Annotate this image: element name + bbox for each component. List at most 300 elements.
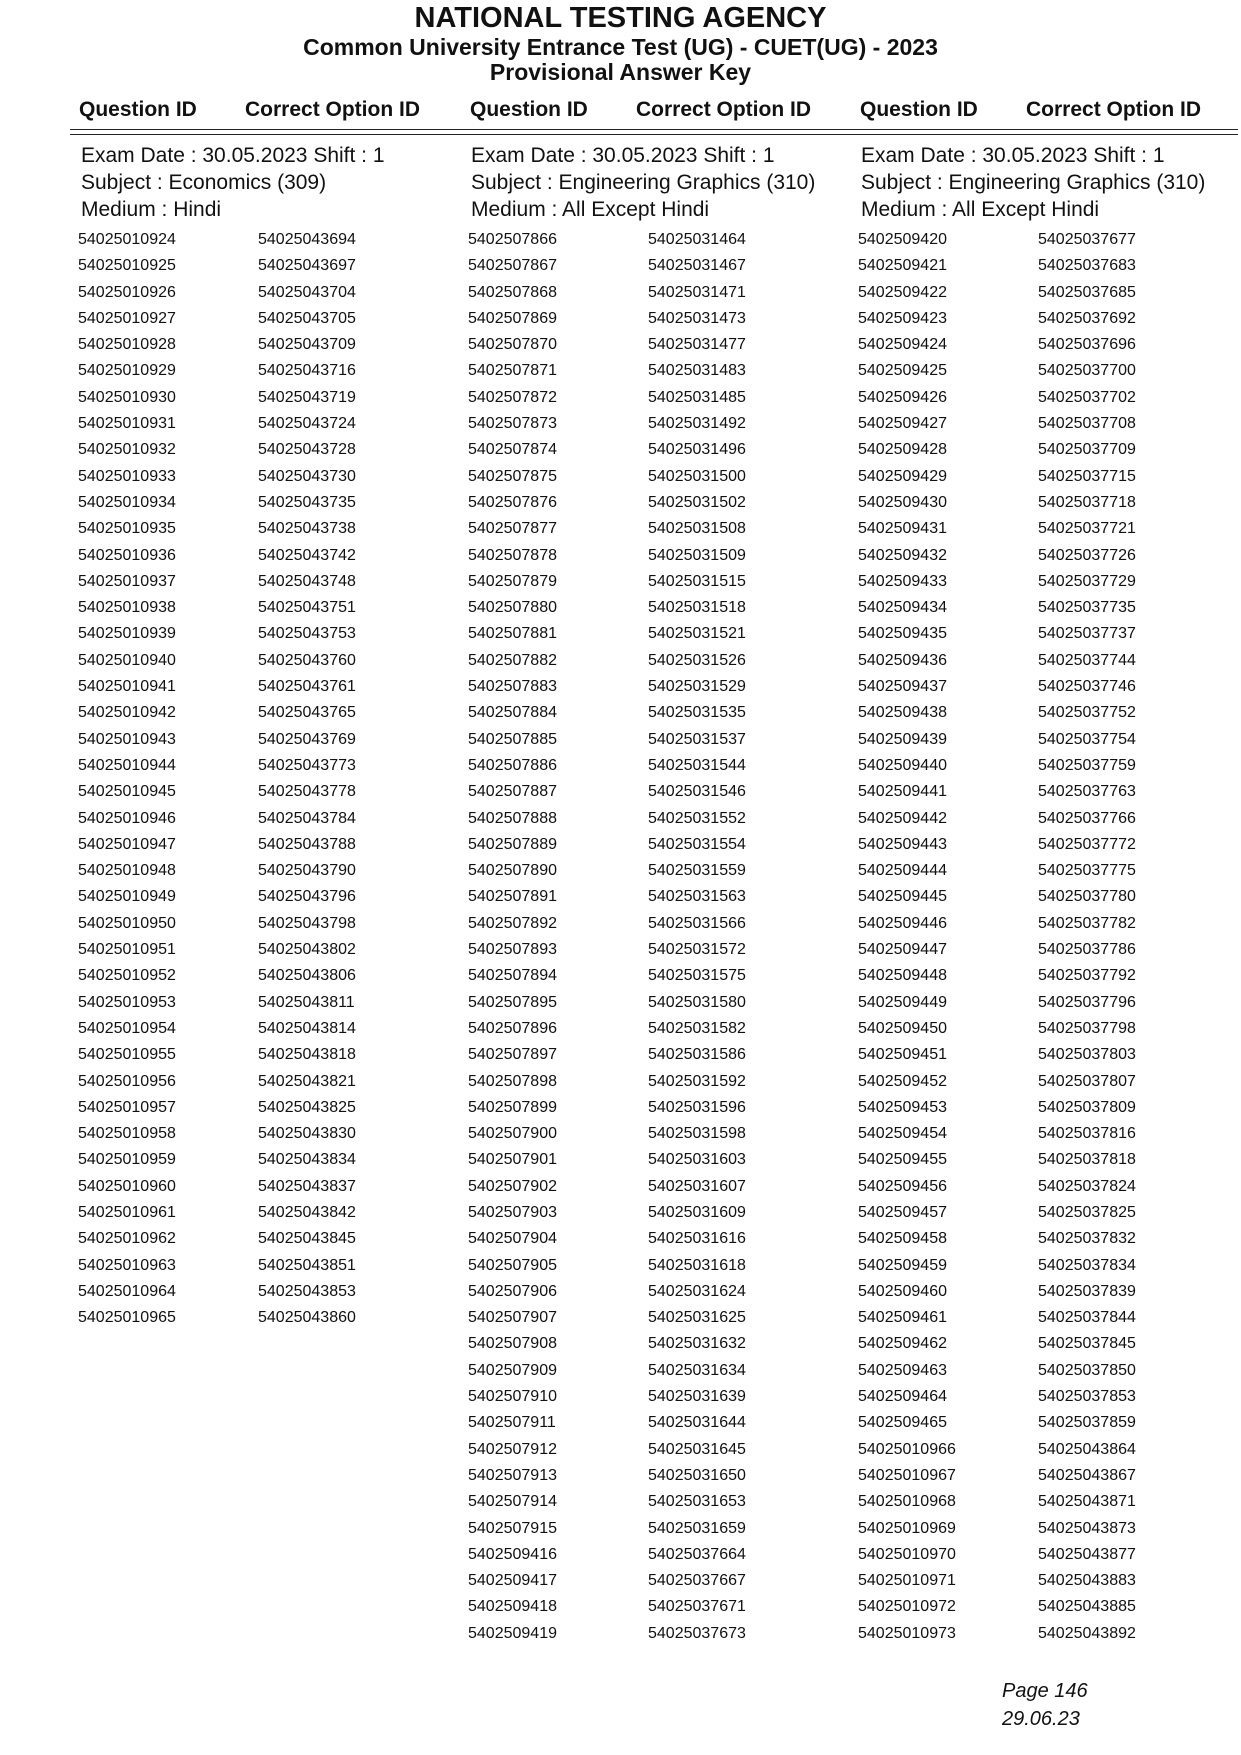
table-row <box>858 884 1238 910</box>
table-row <box>468 358 848 384</box>
correct-option-id: 54025043753 <box>258 625 356 643</box>
question-id: 54025010968 <box>858 1493 956 1511</box>
correct-option-id: 54025031546 <box>648 783 746 801</box>
question-id: 5402509459 <box>858 1256 947 1274</box>
question-id: 5402509448 <box>858 967 947 985</box>
correct-option-id: 54025031483 <box>648 362 746 380</box>
correct-option-id: 54025037715 <box>1038 467 1136 485</box>
correct-option-id: 54025043769 <box>258 730 356 748</box>
question-id: 5402507903 <box>468 1203 557 1221</box>
question-id: 5402507890 <box>468 862 557 880</box>
medium: Medium : Hindi <box>81 198 222 221</box>
table-row <box>78 911 458 937</box>
correct-option-id: 54025037754 <box>1038 730 1136 748</box>
question-id: 5402509445 <box>858 888 947 906</box>
correct-option-id: 54025037792 <box>1038 967 1136 985</box>
question-id: 5402509453 <box>858 1098 947 1116</box>
answer-rows <box>858 227 1238 1647</box>
question-id: 5402507867 <box>468 257 557 275</box>
correct-option-id: 54025031471 <box>648 283 746 301</box>
table-row <box>78 1253 458 1279</box>
question-id: 5402507866 <box>468 231 557 248</box>
correct-option-id: 54025037718 <box>1038 493 1136 511</box>
question-id: 5402509457 <box>858 1203 947 1221</box>
question-id: 5402507882 <box>468 651 557 669</box>
correct-option-id: 54025043697 <box>258 257 356 275</box>
table-row <box>858 963 1238 989</box>
correct-option-id: 54025037816 <box>1038 1125 1136 1143</box>
question-id: 5402509451 <box>858 1046 947 1064</box>
table-row <box>78 516 458 542</box>
correct-option-id: 54025031607 <box>648 1177 746 1195</box>
question-id: 5402507878 <box>468 546 557 564</box>
question-id: 5402507872 <box>468 388 557 406</box>
correct-option-id: 54025031508 <box>648 520 746 538</box>
correct-option-id: 54025031544 <box>648 756 746 774</box>
correct-option-id: 54025037671 <box>648 1598 746 1616</box>
correct-option-id: 54025043760 <box>258 651 356 669</box>
question-id: 5402507884 <box>468 704 557 722</box>
table-row <box>858 1489 1238 1515</box>
question-id: 5402509455 <box>858 1151 947 1169</box>
question-id: 5402509427 <box>858 415 947 433</box>
correct-option-id: 54025031535 <box>648 704 746 722</box>
table-row <box>78 1305 458 1331</box>
correct-option-id: 54025037759 <box>1038 756 1136 774</box>
table-row <box>468 1069 848 1095</box>
document-title: Provisional Answer Key <box>489 59 752 85</box>
exam-date-shift: Exam Date : 30.05.2023 Shift : 1 <box>861 144 1165 167</box>
correct-option-id: 54025037737 <box>1038 625 1136 643</box>
table-row <box>468 1016 848 1042</box>
question-id: 5402509440 <box>858 756 947 774</box>
question-id: 54025010952 <box>78 967 176 985</box>
correct-option-id: 54025043742 <box>258 546 356 564</box>
table-row <box>468 1174 848 1200</box>
table-row <box>858 543 1238 569</box>
question-id: 5402507904 <box>468 1230 557 1248</box>
table-row <box>468 1226 848 1252</box>
table-row <box>468 490 848 516</box>
table-row <box>78 332 458 358</box>
question-id: 54025010939 <box>78 625 176 643</box>
correct-option-id: 54025037853 <box>1038 1388 1136 1406</box>
correct-option-id: 54025037726 <box>1038 546 1136 564</box>
question-id: 54025010948 <box>78 862 176 880</box>
answer-section-3 <box>858 142 1238 1662</box>
question-id: 5402507880 <box>468 599 557 617</box>
correct-option-id: 54025031650 <box>648 1466 746 1484</box>
correct-option-id: 54025043842 <box>258 1203 356 1221</box>
table-row <box>468 779 848 805</box>
question-id: 5402507879 <box>468 572 557 590</box>
correct-option-id: 54025037845 <box>1038 1335 1136 1353</box>
correct-option-id: 54025031609 <box>648 1203 746 1221</box>
correct-option-id: 54025031552 <box>648 809 746 827</box>
correct-option-id: 54025043730 <box>258 467 356 485</box>
question-id: 5402507906 <box>468 1282 557 1300</box>
table-row <box>468 227 848 253</box>
table-row <box>468 1305 848 1331</box>
question-id: 5402507899 <box>468 1098 557 1116</box>
correct-option-id: 54025031596 <box>648 1098 746 1116</box>
table-row <box>468 1200 848 1226</box>
table-row <box>858 595 1238 621</box>
table-row <box>468 543 848 569</box>
correct-option-id: 54025031473 <box>648 309 746 327</box>
question-id: 54025010973 <box>858 1624 956 1642</box>
question-id: 5402507897 <box>468 1046 557 1064</box>
correct-option-id: 54025037709 <box>1038 441 1136 459</box>
question-id: 5402507907 <box>468 1309 557 1327</box>
question-id: 5402509423 <box>858 309 947 327</box>
correct-option-id: 54025043885 <box>1038 1598 1136 1616</box>
table-row <box>78 490 458 516</box>
table-row <box>468 621 848 647</box>
question-id: 54025010935 <box>78 520 176 538</box>
table-row <box>858 1121 1238 1147</box>
correct-option-id: 54025031518 <box>648 599 746 617</box>
question-id: 5402509441 <box>858 783 947 801</box>
table-row <box>858 516 1238 542</box>
table-row <box>858 332 1238 358</box>
subject: Subject : Engineering Graphics (310) <box>471 171 816 194</box>
correct-option-id: 54025031586 <box>648 1046 746 1064</box>
question-id: 5402509420 <box>858 231 947 248</box>
table-row <box>78 1174 458 1200</box>
correct-option-id: 54025031500 <box>648 467 746 485</box>
correct-option-id: 54025031566 <box>648 914 746 932</box>
question-id: 54025010928 <box>78 336 176 354</box>
table-row <box>78 963 458 989</box>
correct-option-id: 54025043821 <box>258 1072 356 1090</box>
question-id: 54025010946 <box>78 809 176 827</box>
correct-option-id: 54025043704 <box>258 283 356 301</box>
question-id: 54025010945 <box>78 783 176 801</box>
table-row <box>468 911 848 937</box>
correct-option-id: 54025043705 <box>258 309 356 327</box>
question-id: 5402507911 <box>468 1414 556 1432</box>
correct-option-id: 54025031467 <box>648 257 746 275</box>
question-id: 5402509437 <box>858 678 947 696</box>
correct-option-id: 54025037696 <box>1038 336 1136 354</box>
correct-option-id: 54025037850 <box>1038 1361 1136 1379</box>
question-id: 5402507892 <box>468 914 557 932</box>
question-id: 5402507915 <box>468 1519 557 1537</box>
correct-option-id: 54025031526 <box>648 651 746 669</box>
column-header-question-id-1: Question ID <box>79 98 197 121</box>
correct-option-id: 54025031464 <box>648 231 746 248</box>
correct-option-id: 54025037746 <box>1038 678 1136 696</box>
table-row <box>858 1358 1238 1384</box>
question-id: 5402509426 <box>858 388 947 406</box>
question-id: 5402507898 <box>468 1072 557 1090</box>
answer-section-1 <box>78 142 458 1662</box>
question-id: 5402509452 <box>858 1072 947 1090</box>
correct-option-id: 54025037744 <box>1038 651 1136 669</box>
question-id: 54025010970 <box>858 1545 956 1563</box>
question-id: 5402509446 <box>858 914 947 932</box>
table-row <box>858 1095 1238 1121</box>
column-header-question-id-2: Question ID <box>470 98 588 121</box>
question-id: 5402509449 <box>858 993 947 1011</box>
table-row <box>468 727 848 753</box>
question-id: 5402509430 <box>858 493 947 511</box>
question-id: 54025010940 <box>78 651 176 669</box>
correct-option-id: 54025037667 <box>648 1572 746 1590</box>
question-id: 5402507912 <box>468 1440 557 1458</box>
question-id: 5402509432 <box>858 546 947 564</box>
correct-option-id: 54025031644 <box>648 1414 746 1432</box>
correct-option-id: 54025037824 <box>1038 1177 1136 1195</box>
question-id: 54025010931 <box>78 415 176 433</box>
header-rule-bottom <box>70 134 1238 135</box>
correct-option-id: 54025037818 <box>1038 1151 1136 1169</box>
page-number: Page 146 <box>1002 1680 1088 1702</box>
table-row <box>78 1279 458 1305</box>
question-id: 5402509458 <box>858 1230 947 1248</box>
question-id: 54025010949 <box>78 888 176 906</box>
table-row <box>468 1042 848 1068</box>
table-row <box>858 806 1238 832</box>
question-id: 5402507871 <box>468 362 557 380</box>
table-row <box>468 858 848 884</box>
question-id: 54025010964 <box>78 1282 176 1300</box>
correct-option-id: 54025043790 <box>258 862 356 880</box>
question-id: 5402507873 <box>468 415 557 433</box>
correct-option-id: 54025037807 <box>1038 1072 1136 1090</box>
question-id: 5402509438 <box>858 704 947 722</box>
table-row <box>858 937 1238 963</box>
question-id: 5402509439 <box>858 730 947 748</box>
question-id: 5402507905 <box>468 1256 557 1274</box>
table-row <box>858 990 1238 1016</box>
table-row <box>468 253 848 279</box>
question-id: 5402509434 <box>858 599 947 617</box>
correct-option-id: 54025043751 <box>258 599 356 617</box>
exam-title: Common University Entrance Test (UG) - CUET(UG) - 2023 <box>303 34 938 60</box>
correct-option-id: 54025043773 <box>258 756 356 774</box>
table-row <box>468 937 848 963</box>
correct-option-id: 54025043761 <box>258 678 356 696</box>
question-id: 5402509461 <box>858 1309 947 1327</box>
table-row <box>78 700 458 726</box>
correct-option-id: 54025037683 <box>1038 257 1136 275</box>
table-row <box>858 700 1238 726</box>
question-id: 54025010943 <box>78 730 176 748</box>
correct-option-id: 54025031616 <box>648 1230 746 1248</box>
correct-option-id: 54025043748 <box>258 572 356 590</box>
question-id: 5402509419 <box>468 1624 557 1642</box>
table-row <box>78 411 458 437</box>
column-header-question-id-3: Question ID <box>860 98 978 121</box>
table-row <box>78 385 458 411</box>
column-headers <box>0 96 1241 124</box>
question-id: 54025010960 <box>78 1177 176 1195</box>
agency-title: NATIONAL TESTING AGENCY <box>414 2 827 34</box>
table-row <box>858 832 1238 858</box>
table-row <box>78 253 458 279</box>
question-id: 5402507900 <box>468 1125 557 1143</box>
table-row <box>858 306 1238 332</box>
table-row <box>858 1279 1238 1305</box>
question-id: 5402509444 <box>858 862 947 880</box>
table-row <box>78 1226 458 1252</box>
table-row <box>858 621 1238 647</box>
table-row <box>858 280 1238 306</box>
table-row <box>858 1305 1238 1331</box>
table-row <box>858 1042 1238 1068</box>
question-id: 54025010955 <box>78 1046 176 1064</box>
table-row <box>78 674 458 700</box>
correct-option-id: 54025031515 <box>648 572 746 590</box>
table-row <box>858 779 1238 805</box>
question-id: 54025010942 <box>78 704 176 722</box>
question-id: 5402509418 <box>468 1598 557 1616</box>
table-row <box>468 753 848 779</box>
table-row <box>78 358 458 384</box>
question-id: 54025010938 <box>78 599 176 617</box>
table-row <box>858 1542 1238 1568</box>
correct-option-id: 54025037839 <box>1038 1282 1136 1300</box>
correct-option-id: 54025043784 <box>258 809 356 827</box>
table-row <box>858 437 1238 463</box>
answer-rows <box>468 227 848 1647</box>
medium: Medium : All Except Hindi <box>861 198 1100 221</box>
table-row <box>858 1174 1238 1200</box>
correct-option-id: 54025043864 <box>1038 1440 1136 1458</box>
table-row <box>78 227 458 253</box>
correct-option-id: 54025037763 <box>1038 783 1136 801</box>
correct-option-id: 54025043837 <box>258 1177 356 1195</box>
table-row <box>858 490 1238 516</box>
table-row <box>468 1121 848 1147</box>
question-id: 5402509428 <box>858 441 947 459</box>
table-row <box>78 884 458 910</box>
table-row <box>468 1542 848 1568</box>
table-row <box>858 1594 1238 1620</box>
table-row <box>78 595 458 621</box>
correct-option-id: 54025031618 <box>648 1256 746 1274</box>
table-row <box>468 569 848 595</box>
question-id: 5402507910 <box>468 1388 557 1406</box>
question-id: 5402509417 <box>468 1572 557 1590</box>
question-id: 5402507877 <box>468 520 557 538</box>
question-id: 54025010929 <box>78 362 176 380</box>
exam-date-shift: Exam Date : 30.05.2023 Shift : 1 <box>471 144 775 167</box>
question-id: 5402509454 <box>858 1125 947 1143</box>
table-row <box>78 779 458 805</box>
table-row <box>858 1621 1238 1647</box>
question-id: 54025010954 <box>78 1019 176 1037</box>
table-row <box>468 990 848 1016</box>
question-id: 54025010944 <box>78 756 176 774</box>
correct-option-id: 54025043716 <box>258 362 356 380</box>
question-id: 54025010962 <box>78 1230 176 1248</box>
table-row <box>468 806 848 832</box>
table-row <box>858 227 1238 253</box>
table-row <box>858 1253 1238 1279</box>
table-row <box>468 648 848 674</box>
table-row <box>468 884 848 910</box>
question-id: 5402507885 <box>468 730 557 748</box>
table-row <box>468 411 848 437</box>
table-row <box>858 1069 1238 1095</box>
table-row <box>468 1410 848 1436</box>
table-row <box>858 1437 1238 1463</box>
question-id: 54025010963 <box>78 1256 176 1274</box>
question-id: 5402509460 <box>858 1282 947 1300</box>
question-id: 5402507870 <box>468 336 557 354</box>
correct-option-id: 54025031537 <box>648 730 746 748</box>
table-row <box>468 516 848 542</box>
table-row <box>858 1568 1238 1594</box>
table-row <box>468 1594 848 1620</box>
correct-option-id: 54025031485 <box>648 388 746 406</box>
table-row <box>78 1042 458 1068</box>
question-id: 54025010924 <box>78 231 176 248</box>
table-row <box>78 306 458 332</box>
table-row <box>78 1016 458 1042</box>
correct-option-id: 54025031502 <box>648 493 746 511</box>
question-id: 5402509463 <box>858 1361 947 1379</box>
correct-option-id: 54025037859 <box>1038 1414 1136 1432</box>
question-id: 5402509435 <box>858 625 947 643</box>
table-row <box>468 1516 848 1542</box>
question-id: 54025010971 <box>858 1572 956 1590</box>
correct-option-id: 54025043818 <box>258 1046 356 1064</box>
question-id: 5402509443 <box>858 835 947 853</box>
correct-option-id: 54025037780 <box>1038 888 1136 906</box>
publish-date: 29.06.23 <box>1002 1708 1080 1730</box>
table-row <box>78 727 458 753</box>
question-id: 54025010967 <box>858 1466 956 1484</box>
table-row <box>858 1147 1238 1173</box>
table-row <box>468 1331 848 1357</box>
table-row <box>468 464 848 490</box>
correct-option-id: 54025031592 <box>648 1072 746 1090</box>
correct-option-id: 54025031639 <box>648 1388 746 1406</box>
correct-option-id: 54025031575 <box>648 967 746 985</box>
question-id: 54025010957 <box>78 1098 176 1116</box>
correct-option-id: 54025031477 <box>648 336 746 354</box>
correct-option-id: 54025043834 <box>258 1151 356 1169</box>
correct-option-id: 54025037766 <box>1038 809 1136 827</box>
question-id: 54025010933 <box>78 467 176 485</box>
correct-option-id: 54025037721 <box>1038 520 1136 538</box>
correct-option-id: 54025043778 <box>258 783 356 801</box>
correct-option-id: 54025043892 <box>1038 1624 1136 1642</box>
correct-option-id: 54025043877 <box>1038 1545 1136 1563</box>
correct-option-id: 54025043728 <box>258 441 356 459</box>
table-row <box>468 1253 848 1279</box>
table-row <box>78 990 458 1016</box>
correct-option-id: 54025037735 <box>1038 599 1136 617</box>
table-row <box>78 569 458 595</box>
correct-option-id: 54025037834 <box>1038 1256 1136 1274</box>
table-row <box>468 385 848 411</box>
medium: Medium : All Except Hindi <box>471 198 710 221</box>
question-id: 54025010972 <box>858 1598 956 1616</box>
question-id: 54025010941 <box>78 678 176 696</box>
table-row <box>858 648 1238 674</box>
correct-option-id: 54025043830 <box>258 1125 356 1143</box>
question-id: 5402507881 <box>468 625 557 643</box>
correct-option-id: 54025031563 <box>648 888 746 906</box>
question-id: 54025010966 <box>858 1440 956 1458</box>
correct-option-id: 54025043811 <box>258 993 355 1011</box>
table-row <box>468 306 848 332</box>
